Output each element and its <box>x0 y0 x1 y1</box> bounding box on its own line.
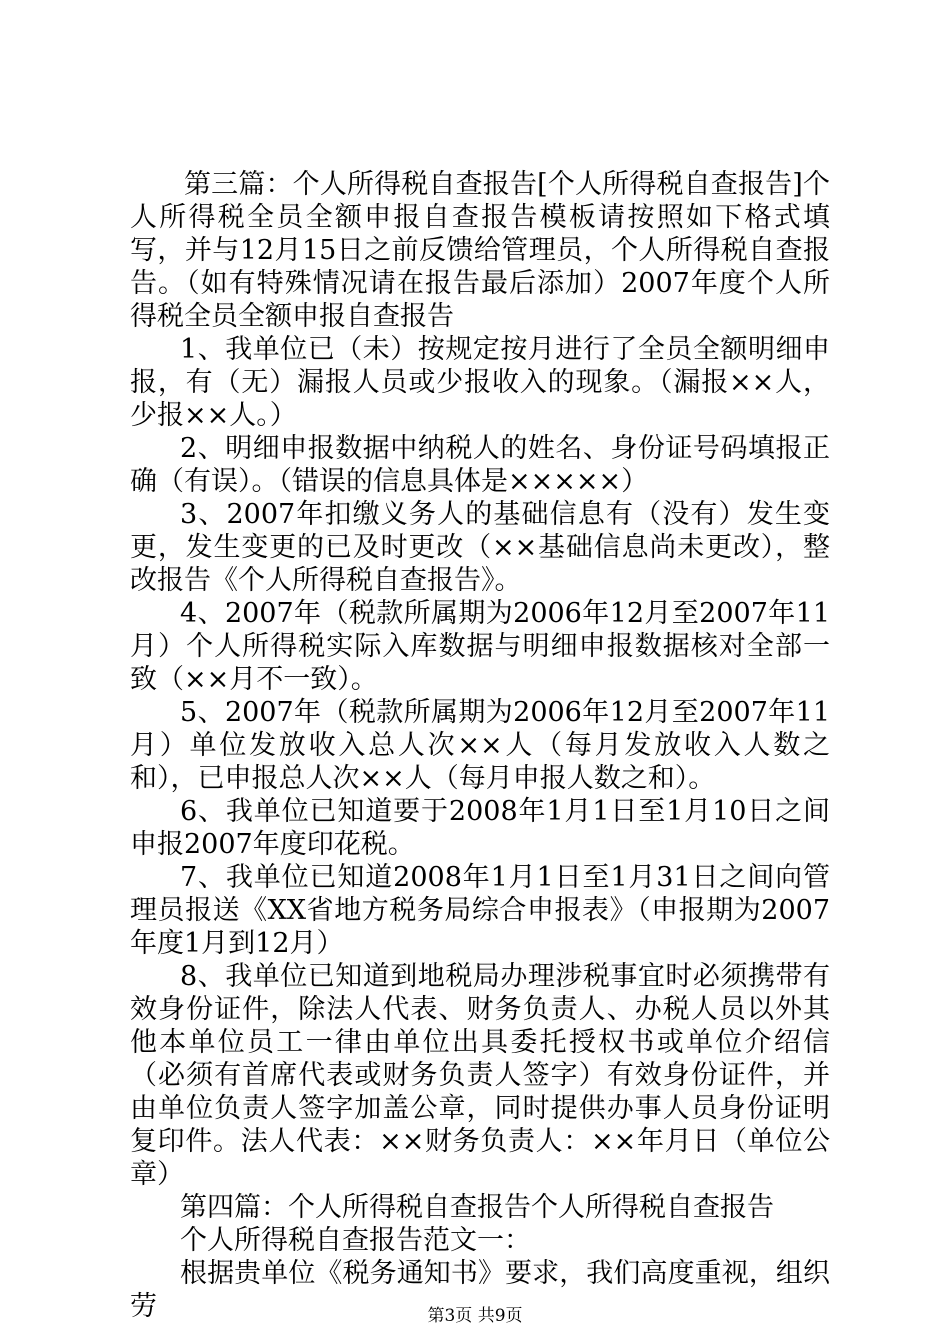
paragraph-item-8: 8、我单位已知道到地税局办理涉税事宜时必须携带有效身份证件，除法人代表、财务负责人、办税人员以外其他本单位员工一律由单位出具委托授权书或单位介绍信（必须有首席代表或财务负责人签字）有效身份证件，并由单位负责人签字加盖公章，同时提供办事人员身份证明复印件。法人代表：××财务负责人：××年月日（单位公章） <box>130 961 830 1190</box>
paragraph-item-2: 2、明细申报数据中纳税人的姓名、身份证号码填报正确（有误）。（错误的信息具体是×××××） <box>130 433 830 497</box>
paragraph-item-1: 1、我单位已（未）按规定按月进行了全员全额明细申报，有（无）漏报人员或少报收入的现象。（漏报××人，少报××人。） <box>130 334 830 431</box>
section-heading-4: 第四篇：个人所得税自查报告个人所得税自查报告 <box>180 1192 774 1223</box>
sample-paragraph: 根据贵单位《税务通知书》要求，我们高度重视，组织劳 <box>130 1258 830 1322</box>
paragraph-item-7: 7、我单位已知道2008年1月1日至1月31日之间向管理员报送《XX省地方税务局综合申报表》（申报期为2007年度1月到12月） <box>130 862 830 959</box>
paragraph-item-3: 3、2007年扣缴义务人的基础信息有（没有）发生变更，发生变更的已及时更改（××基础信息尚未更改），整改报告《个人所得税自查报告》。 <box>130 499 830 596</box>
paragraph-intro: 第三篇：个人所得税自查报告[个人所得税自查报告]个人所得税全员全额申报自查报告模板请按照如下格式填写，并与12月15日之前反馈给管理员，个人所得税自查报告。（如有特殊情况请在报告最后添加）2007年度个人所得税全员全额申报自查报告 <box>130 169 830 332</box>
page-footer: 第3页 共9页 <box>427 1306 523 1326</box>
paragraph-item-6: 6、我单位已知道要于2008年1月1日至1月10日之间申报2007年度印花税。 <box>130 796 830 860</box>
paragraph-item-4: 4、2007年（税款所属期为2006年12月至2007年11月）个人所得税实际入库数据与明细申报数据核对全部一致（××月不一致）。 <box>130 598 830 695</box>
sample-heading: 个人所得税自查报告范文一： <box>180 1225 531 1256</box>
document-body <box>130 168 830 1323</box>
paragraph-item-5: 5、2007年（税款所属期为2006年12月至2007年11月）单位发放收入总人次××人（每月发放收入人数之和），已申报总人次××人（每月申报人数之和）。 <box>130 697 830 794</box>
